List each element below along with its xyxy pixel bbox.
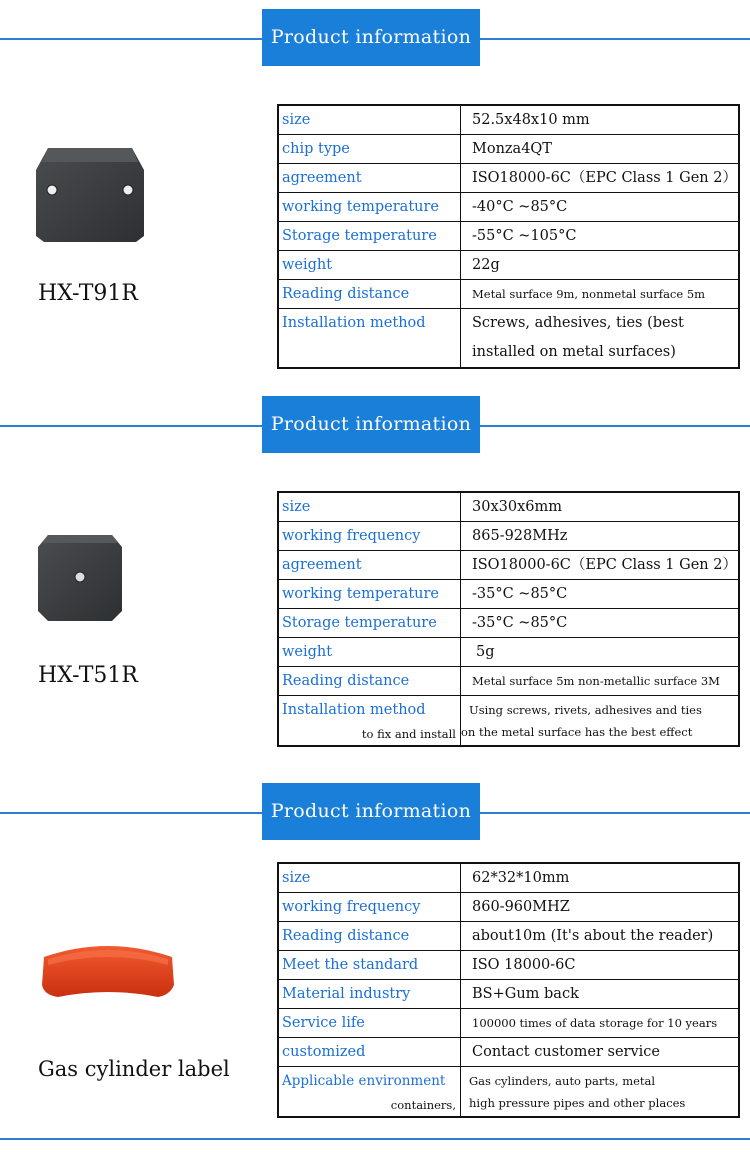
- spec-key: working frequency: [278, 522, 461, 551]
- gas-cylinder-label-image: [38, 935, 178, 1007]
- table-row: [278, 105, 739, 135]
- spec-value: ISO18000-6C（EPC Class 1 Gen 2）: [461, 551, 740, 580]
- spec-value: 860-960MHZ: [461, 893, 740, 922]
- spec-value: Metal surface 9m, nonmetal surface 5m: [461, 280, 740, 309]
- spec-key: weight: [278, 638, 461, 667]
- table-row: [278, 1038, 739, 1067]
- spec-key: working frequency: [278, 893, 461, 922]
- table-row: [278, 551, 739, 580]
- spec-key: Material industry: [278, 980, 461, 1009]
- model-name: Gas cylinder label: [38, 1057, 230, 1081]
- spec-key: agreement: [278, 164, 461, 193]
- spec-key: agreement: [278, 551, 461, 580]
- table-row: [278, 863, 739, 893]
- spec-value: -35°C ~85°C: [461, 609, 740, 638]
- spec-table: [277, 862, 740, 1118]
- spec-table: [277, 491, 740, 747]
- spec-value-continuation: on the metal surface has the best effect: [461, 725, 693, 739]
- spec-value: ISO18000-6C（EPC Class 1 Gen 2）: [461, 164, 740, 193]
- table-row: [278, 951, 739, 980]
- spec-key: Reading distance: [278, 922, 461, 951]
- spec-value: -55°C ~105°C: [461, 222, 740, 251]
- spec-value: 52.5x48x10 mm: [461, 105, 740, 135]
- section-banner: Product information: [262, 9, 480, 66]
- spec-key: Meet the standard: [278, 951, 461, 980]
- table-row: [278, 893, 739, 922]
- table-row: [278, 980, 739, 1009]
- spec-key: Installation method: [282, 702, 426, 718]
- section-banner: Product information: [262, 783, 480, 840]
- spec-key: Storage temperature: [278, 609, 461, 638]
- spec-value: 22g: [461, 251, 740, 280]
- spec-value-cell: [461, 1067, 740, 1118]
- spec-value: Gas cylinders, auto parts, metal: [469, 1074, 656, 1088]
- spec-value: 865-928MHz: [461, 522, 740, 551]
- spec-value: -35°C ~85°C: [461, 580, 740, 609]
- spec-value: Using screws, rivets, adhesives and ties: [469, 703, 702, 717]
- spec-key-cell: [278, 1067, 461, 1118]
- spec-value: Screws, adhesives, ties (best installed on metal surfaces): [461, 309, 740, 369]
- table-row: [278, 309, 739, 369]
- spec-value: 100000 times of data storage for 10 years: [461, 1009, 740, 1038]
- table-row: [278, 609, 739, 638]
- spec-value: Metal surface 5m non-metallic surface 3M: [461, 667, 740, 696]
- spec-value: 30x30x6mm: [461, 492, 740, 522]
- model-name: HX-T51R: [38, 663, 138, 688]
- spec-value: -40°C ~85°C: [461, 193, 740, 222]
- table-row: [278, 638, 739, 667]
- spec-key: size: [278, 105, 461, 135]
- table-row: [278, 1067, 739, 1118]
- spec-key-cell: [278, 696, 461, 747]
- table-row: [278, 922, 739, 951]
- table-row: [278, 164, 739, 193]
- spec-key: working temperature: [278, 580, 461, 609]
- spec-key: customized: [278, 1038, 461, 1067]
- spec-value: about10m (It's about the reader): [461, 922, 740, 951]
- spec-key: working temperature: [278, 193, 461, 222]
- hx-t51r-tag-image: [36, 533, 124, 623]
- spec-value-continuation: high pressure pipes and other places: [469, 1096, 686, 1110]
- table-row: [278, 580, 739, 609]
- spec-value: 5g: [461, 638, 740, 667]
- table-row: [278, 492, 739, 522]
- spec-key: Reading distance: [278, 667, 461, 696]
- bottom-divider-line: [0, 1138, 750, 1140]
- spec-value-continuation: containers,: [390, 1098, 456, 1112]
- spec-table: [277, 104, 740, 369]
- model-name: HX-T91R: [38, 281, 138, 306]
- table-row: [278, 135, 739, 164]
- spec-key: Installation method: [278, 309, 461, 369]
- table-row: [278, 280, 739, 309]
- spec-key: Service life: [278, 1009, 461, 1038]
- table-row: [278, 193, 739, 222]
- spec-key: Reading distance: [278, 280, 461, 309]
- table-row: [278, 522, 739, 551]
- spec-value: Monza4QT: [461, 135, 740, 164]
- spec-value: 62*32*10mm: [461, 863, 740, 893]
- table-row: [278, 667, 739, 696]
- spec-key: Applicable environment: [282, 1073, 446, 1089]
- spec-key: Storage temperature: [278, 222, 461, 251]
- spec-value: ISO 18000-6C: [461, 951, 740, 980]
- spec-key: weight: [278, 251, 461, 280]
- spec-value: BS+Gum back: [461, 980, 740, 1009]
- spec-key: size: [278, 492, 461, 522]
- spec-key: chip type: [278, 135, 461, 164]
- spec-value-cell: [461, 696, 740, 747]
- spec-value: Contact customer service: [461, 1038, 740, 1067]
- spec-value-continuation: to fix and install: [361, 727, 456, 741]
- section-banner: Product information: [262, 396, 480, 453]
- table-row: [278, 696, 739, 747]
- hx-t91r-tag-image: [34, 144, 146, 244]
- table-row: [278, 222, 739, 251]
- table-row: [278, 251, 739, 280]
- spec-key: size: [278, 863, 461, 893]
- table-row: [278, 1009, 739, 1038]
